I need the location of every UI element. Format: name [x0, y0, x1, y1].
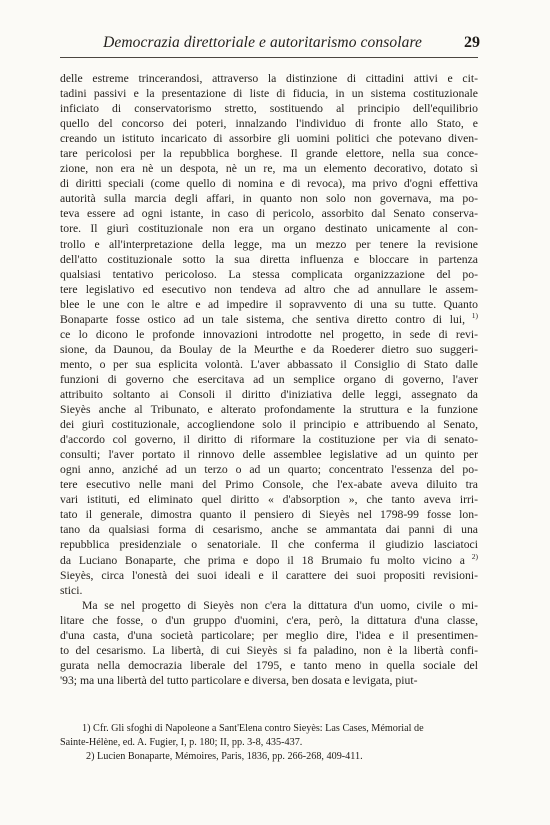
- footnote-reference: 1): [465, 311, 478, 320]
- text-line: [60, 206, 478, 221]
- text-line-content: ogni anno, anziché ad un terzo o ad un quarto; concentrato l'essenza del po-: [60, 463, 478, 477]
- text-line: [60, 492, 478, 507]
- text-line-content: Ma se nel progetto di Sieyès non c'era la dittatura d'un uomo, civile o mi-: [82, 598, 478, 612]
- text-line: [60, 477, 478, 492]
- text-line-content: d'una casta, d'una società particolare; per meglio dire, l'idea e il presentimen-: [60, 628, 478, 642]
- text-line-content: tano da qualsiasi forma di cesarismo, anche se ammantata dai panni di una: [60, 523, 478, 537]
- text-line: [60, 568, 478, 583]
- main-text: [60, 71, 478, 688]
- footnote-marker: 1): [82, 723, 91, 734]
- text-line-content: autorità sulla marcia degli affari, in quanto non solo non governava, ma po-: [60, 192, 478, 206]
- text-line-content: vari istituti, ed eliminato quel diritto « d'absorption », che tanto aveva irri-: [60, 493, 478, 507]
- text-line-content: Sieyès, circa l'onestà dei suoi ideali e il carattere dei suoi propositi revisioni-: [60, 568, 478, 582]
- text-line: [60, 583, 478, 598]
- text-line: [60, 387, 478, 402]
- text-line: [60, 267, 478, 282]
- footnotes: [60, 722, 478, 764]
- text-line-content: quello del concorso dei poteri, innalzando l'individuo di fronte allo Stato, e: [60, 117, 478, 131]
- text-line: [60, 131, 478, 146]
- text-line-content: delle estreme trincerandosi, attraverso la distinzione di cittadini attivi e cit-: [60, 72, 478, 85]
- text-line-content: funzioni di governo che esercitava ad un semplice organo di governo, l'aver: [60, 372, 478, 386]
- header-rule: [60, 57, 478, 58]
- text-line: [60, 86, 478, 101]
- text-line: [60, 462, 478, 477]
- text-line-content: dei giurì costituzionale, accogliendone solo il principio e attribuendo al Senato,: [60, 418, 478, 432]
- text-line-content: di diritti speciali (come quello di nomina e di revoca), ma privo d'ogni effettiva: [60, 177, 478, 191]
- text-line-content: da Luciano Bonaparte, che prima e dopo il 18 Brumaio fu molto vicino a: [60, 553, 465, 567]
- text-line-content: tore. Il giurì costituzionale non era un organo destinato unicamente al con-: [60, 222, 478, 236]
- text-line: [60, 116, 478, 131]
- footnote-1-continuation: [60, 736, 478, 750]
- text-line: [60, 71, 478, 86]
- text-line: [60, 417, 478, 432]
- text-line-content: blee le une con le altre e ad impedire il sopravvento di una su tutte. Quanto: [60, 297, 478, 311]
- text-line-content: inficiato di conservatorismo stretto, sostituendo al principio dell'equilibrio: [60, 102, 478, 116]
- text-line: [60, 447, 478, 462]
- text-line-content: stici.: [60, 583, 83, 597]
- text-line: [60, 372, 478, 387]
- footnote-1: [60, 722, 478, 736]
- text-line: [60, 553, 478, 568]
- text-line-content: creando un istituto incaricato di assorbire gli uomini politici che potevano diven-: [60, 132, 478, 146]
- text-line: [60, 613, 478, 628]
- text-line-content: tere legislativo ed esecutivo non tendeva ad altro che ad annullare le assem-: [60, 282, 478, 296]
- text-line-content: Bonaparte fosse ostico ad un tale sistema, che sentiva diretto contro di lui,: [60, 312, 466, 326]
- footnote-text: Sainte-Hélène, ed. A. Fugier, I, p. 180; II, pp. 3-8, 435-437.: [60, 737, 303, 748]
- text-line: [60, 282, 478, 297]
- text-line-content: gurata nella democrazia liberale del 1795, e tanto meno in quella sociale del: [60, 658, 478, 672]
- text-line: [60, 598, 478, 613]
- footnote-text: Cfr. Gli sfoghi di Napoleone a Sant'Elena contro Sieyès: Las Cases, Mémorial de: [93, 723, 424, 734]
- text-line-content: dell'atto costituzionale sotto la sua diretta influenza e bloccare in partenza: [60, 252, 478, 266]
- text-line-content: tere esecutivo nelle mani del Primo Console, che l'ex-abate aveva diluito tra: [60, 478, 478, 492]
- text-line-content: Sieyès anche al Tribunato, e alterato profondamente la struttura e la funzione: [60, 403, 478, 417]
- text-line-content: teva essere ad ogni istante, in caso di pericolo, assorbito dal Senato conserva-: [60, 207, 478, 221]
- text-line: [60, 237, 478, 252]
- text-line: [60, 176, 478, 191]
- text-line: [60, 432, 478, 447]
- page-number: 29: [464, 34, 480, 51]
- text-line-content: litare che fosse, o d'un gruppo d'uomini, c'era, però, la dittatura d'una classe,: [60, 613, 478, 627]
- text-line: [60, 402, 478, 417]
- running-header: [60, 34, 480, 54]
- text-line: [60, 507, 478, 522]
- running-title: Democrazia direttoriale e autoritarismo consolare: [103, 34, 422, 51]
- text-line-content: to del cesarismo. La libertà, di cui Sieyès si fa paladino, non è la libertà confi-: [60, 643, 478, 657]
- text-line: [60, 191, 478, 206]
- footnote-reference: 2): [464, 552, 478, 561]
- text-line: [60, 101, 478, 116]
- text-line-content: tadini passivi e la presentazione di liste di fiducia, in un sistema costituzionale: [60, 87, 478, 101]
- text-line: [60, 628, 478, 643]
- text-line: [60, 537, 478, 552]
- text-line: [60, 297, 478, 312]
- text-line: [60, 658, 478, 673]
- text-line-content: d'accordo col governo, il diritto di riformare la costituzione per via di senato-: [60, 433, 478, 447]
- text-line: [60, 327, 478, 342]
- footnote-2: [60, 750, 478, 764]
- text-line-content: tare pericolosi per la repubblica borghese. Il grande elettore, nella sua conce-: [60, 147, 478, 161]
- text-line-content: mento, o per sua esplicita volontà. L'aver abbassato il Consiglio di Stato dalle: [60, 357, 478, 371]
- text-line-content: repubblica presidenziale o senatoriale. Il che conferma il giudizio lasciatoci: [60, 538, 478, 552]
- text-line-content: tato il generale, dimostra quanto il pensiero di Sieyès nel 1798-99 fosse lon-: [60, 508, 478, 522]
- text-line-content: qualsiasi tentativo pericoloso. La stessa complicata organizzazione del po-: [60, 267, 478, 281]
- text-line-content: trollo e all'interpretazione della legge, ma un mezzo per tenere la revisione: [60, 237, 478, 251]
- text-line-content: '93; ma una libertà del tutto particolare e diversa, ben dosata e levigata, piut-: [60, 673, 418, 687]
- text-line-content: attribuito soltanto ai Consoli il diritto d'iniziativa delle leggi, assegnato da: [60, 387, 478, 401]
- text-line-content: sione, da Daunou, da Boulay de la Meurthe e da Roederer dietro suo suggeri-: [60, 342, 478, 356]
- footnote-text: Lucien Bonaparte, Mémoires, Paris, 1836, pp. 266-268, 409-411.: [97, 751, 363, 762]
- text-line: [60, 643, 478, 658]
- text-line: [60, 146, 478, 161]
- text-line: [60, 252, 478, 267]
- text-line: [60, 221, 478, 236]
- text-line: [60, 161, 478, 176]
- text-line-content: ce lo dicono le profonde innovazioni introdotte nel progetto, in sede di revi-: [60, 327, 478, 341]
- text-line: [60, 673, 478, 688]
- text-line-content: consulti; l'aver portato il rinnovo delle assemblee legislative ad un quinto per: [60, 448, 478, 462]
- footnote-marker: 2): [86, 751, 95, 762]
- text-line: [60, 312, 478, 327]
- text-line-content: zione, non era nè un despota, nè un re, ma un elemento decorativo, dotato sì: [60, 162, 478, 176]
- text-line: [60, 342, 478, 357]
- text-line: [60, 522, 478, 537]
- text-line: [60, 357, 478, 372]
